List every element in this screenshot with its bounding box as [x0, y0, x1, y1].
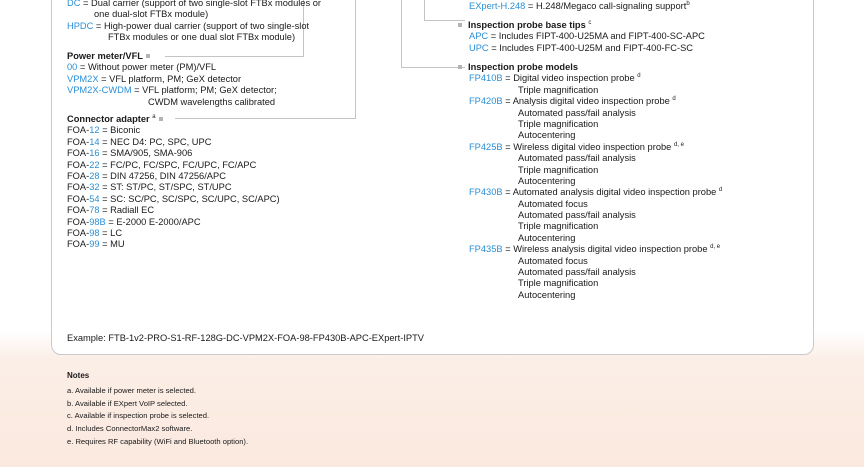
option-description: High-power dual carrier (support of two single-slot	[103, 20, 310, 31]
option-code: 14	[89, 136, 100, 147]
option-description: = NEC D4: PC, SPC, UPC	[99, 136, 212, 147]
footnote-ref: d, e	[673, 141, 684, 148]
adapter-prefix: FOA-	[67, 227, 90, 238]
option-description: Automated pass/fail analysis	[518, 107, 636, 118]
option-description: VFL platform, PM; GeX detector	[109, 73, 242, 84]
option-code: FP435B	[469, 244, 503, 255]
probe-feature-row	[469, 108, 722, 119]
probe-row	[469, 142, 722, 153]
adapter-row	[67, 125, 280, 136]
option-code: VPM2X	[67, 73, 99, 84]
option-description: = SC: SC/PC, SC/SPC, SC/UPC, SC/APC)	[99, 193, 280, 204]
option-description: = E-2000 E-2000/APC	[105, 216, 201, 227]
expert-h248-option: EXpert-H.248 = H.248/Megaco call-signaling support$^b$	[469, 0, 690, 11]
footnote-ref: a	[152, 113, 156, 120]
option-description: = FC/PC, FC/SPC, FC/UPC, FC/APC	[99, 159, 257, 170]
option-description: Autocentering	[518, 289, 576, 300]
probe-feature-row	[469, 210, 722, 221]
footnote-ref: d	[672, 96, 676, 103]
adapter-row	[67, 182, 280, 193]
option-code: 12	[89, 125, 100, 136]
option-code: APC	[469, 31, 489, 42]
option-description: Automated pass/fail analysis	[518, 267, 636, 278]
equals: =	[502, 141, 514, 152]
probe-feature-row	[469, 256, 722, 267]
connector-adapter-section	[67, 114, 280, 251]
connector-line	[401, 67, 465, 68]
option-description: CWDM wavelengths calibrated	[148, 96, 276, 107]
probe-feature-row	[469, 233, 722, 244]
option-description: = ST: ST/PC, ST/SPC, ST/UPC	[99, 182, 232, 193]
probe-feature-row	[469, 153, 722, 164]
option-description: = Biconic	[99, 125, 141, 136]
option-code: 98B	[89, 216, 106, 227]
footnote-ref: d, e	[710, 244, 721, 251]
option-description: Includes FIPT-400-U25M and FIPT-400-FC-SC	[499, 42, 694, 53]
adapter-row	[67, 148, 280, 159]
adapter-prefix: FOA-	[67, 159, 90, 170]
connector-line	[355, 0, 356, 118]
option-description: = MU	[99, 239, 125, 250]
option-code: 22	[89, 159, 100, 170]
footnote-ref: c	[588, 19, 592, 26]
option-description: Autocentering	[518, 232, 576, 243]
option-description: Triple magnification	[518, 221, 599, 232]
option-code: 98	[89, 227, 100, 238]
option-code: 28	[89, 170, 100, 181]
adapter-prefix: FOA-	[67, 182, 90, 193]
option-description: Automated pass/fail analysis	[518, 210, 636, 221]
probe-feature-row	[469, 85, 722, 96]
equals: =	[502, 96, 513, 107]
probe-feature-row	[469, 165, 722, 176]
example-code: Example: FTB-1v2-PRO-S1-RF-128G-DC-VPM2X-FOA-98-FP430B-APC-EXpert-IPTV	[67, 333, 424, 343]
option-description: = LC	[99, 227, 123, 238]
probe-tips-section: Inspection probe base tips $^c$ APC = Includes FIPT-400-U25MA and FIPT-400-SC-APC UPC = Includes FIPT-400-U25M and FIPT-400-FC-SC	[458, 20, 705, 54]
connector-marker	[146, 54, 150, 58]
option-code: FP430B	[469, 187, 503, 198]
notes-title: Notes	[67, 371, 90, 380]
equals: =	[502, 73, 514, 84]
adapter-prefix: FOA-	[67, 148, 90, 159]
power-meter-section: Power meter/VFL 00 = Without power meter (PM)/VFL VPM2X = VFL platform, PM; GeX detector VPM2X-CWDM = VFL platform; PM; GeX detector; CWDM wavelengths calibrated	[67, 51, 277, 107]
carrier-options: DC = Dual carrier (support of two single-slot FTBx modules or one dual-slot FTBx module) HPDC = High-power dual carrier (support of two single-slot FTBx modules or one dual slot FTBx module)	[67, 0, 321, 43]
section-heading: Inspection probe base tips	[468, 20, 586, 30]
option-code: UPC	[469, 42, 489, 53]
option-description: Automated analysis digital video inspection probe	[512, 187, 717, 198]
adapter-list	[67, 125, 280, 250]
option-code: FP410B	[469, 73, 503, 84]
equals: =	[502, 244, 514, 255]
connector-marker	[458, 23, 462, 27]
note-item: b. Available if EXpert VoIP selected.	[67, 398, 188, 408]
option-code: DC	[67, 0, 81, 8]
adapter-row	[67, 217, 280, 228]
option-code: 32	[89, 182, 100, 193]
probe-row	[469, 73, 722, 84]
option-description: Triple magnification	[518, 278, 599, 289]
notes-list	[67, 385, 248, 449]
option-description: Dual carrier (support of two single-slot FTBx modules or	[91, 0, 321, 8]
option-code: FP425B	[469, 141, 503, 152]
section-heading: Inspection probe models	[468, 62, 579, 72]
option-description: VFL platform; PM; GeX detector;	[142, 85, 277, 96]
adapter-prefix: FOA-	[67, 205, 90, 216]
note-item: c. Available if inspection probe is selected.	[67, 411, 210, 421]
probe-feature-row	[469, 176, 722, 187]
option-code: VPM2X-CWDM	[67, 85, 132, 96]
option-code: 54	[89, 193, 100, 204]
option-description: Automated focus	[518, 255, 588, 266]
option-code: 16	[89, 148, 100, 159]
probe-feature-row	[469, 119, 722, 130]
option-description: Automated pass/fail analysis	[518, 153, 636, 164]
probe-row	[469, 187, 722, 198]
option-description: Wireless digital video inspection probe	[513, 141, 672, 152]
adapter-row	[67, 194, 280, 205]
option-code: 99	[89, 239, 100, 250]
notes-section	[67, 370, 248, 449]
adapter-prefix: FOA-	[67, 216, 90, 227]
option-description: Triple magnification	[518, 84, 599, 95]
option-description: Analysis digital video inspection probe	[512, 96, 670, 107]
probe-feature-row	[469, 267, 722, 278]
adapter-prefix: FOA-	[67, 239, 90, 250]
adapter-prefix: FOA-	[67, 136, 90, 147]
option-code: FP420B	[469, 96, 503, 107]
option-description: H.248/Megaco call-signaling support	[535, 1, 687, 11]
adapter-row	[67, 205, 280, 216]
option-description: Includes FIPT-400-U25MA and FIPT-400-SC-APC	[498, 31, 705, 42]
probe-row	[469, 96, 722, 107]
option-description: = SMA/905, SMA-906	[99, 148, 193, 159]
option-code: 78	[89, 205, 100, 216]
footnote-ref: d	[718, 187, 723, 194]
adapter-row	[67, 171, 280, 182]
connector-marker	[159, 117, 163, 121]
probe-feature-row	[469, 221, 722, 232]
option-code: 00	[67, 62, 78, 73]
connector-line	[401, 0, 402, 68]
connector-marker	[458, 65, 462, 69]
option-description: Autocentering	[518, 175, 576, 186]
option-code: EXpert-H.248	[469, 1, 526, 11]
adapter-prefix: FOA-	[67, 125, 90, 136]
adapter-row	[67, 239, 280, 250]
connector-line	[424, 0, 425, 20]
probe-feature-row	[469, 130, 722, 141]
footnote-ref: b	[686, 0, 690, 7]
probe-feature-row	[469, 199, 722, 210]
footnote-ref: d	[637, 73, 641, 80]
adapter-row	[67, 228, 280, 239]
note-item: d. Includes ConnectorMax2 software.	[67, 424, 193, 434]
probe-models-section	[458, 62, 722, 301]
section-heading: Connector adapter	[67, 114, 150, 124]
note-item: a. Available if power meter is selected.	[67, 385, 197, 395]
probe-row	[469, 244, 722, 255]
adapter-row	[67, 137, 280, 148]
section-heading: Power meter/VFL	[67, 51, 143, 61]
option-description: Without power meter (PM)/VFL	[87, 62, 217, 73]
option-description: Triple magnification	[518, 164, 599, 175]
option-description: Digital video inspection probe	[513, 73, 635, 84]
option-description: Automated focus	[518, 198, 588, 209]
adapter-row	[67, 160, 280, 171]
equals: =	[502, 187, 513, 198]
option-description: = Radiall EC	[99, 205, 155, 216]
option-description: Autocentering	[518, 130, 576, 141]
probe-feature-row	[469, 278, 722, 289]
option-description: FTBx modules or one dual slot FTBx module)	[108, 32, 296, 43]
adapter-prefix: FOA-	[67, 193, 90, 204]
note-item: e. Requires RF capability (WiFi and Bluetooth option).	[67, 436, 249, 446]
option-description: Wireless analysis digital video inspection probe	[513, 244, 708, 255]
option-description: one dual-slot FTBx module)	[94, 9, 209, 20]
probe-feature-row	[469, 290, 722, 301]
option-description: Triple magnification	[518, 118, 599, 129]
probe-list	[458, 73, 722, 301]
option-description: = DIN 47256, DIN 47256/APC	[99, 170, 226, 181]
adapter-prefix: FOA-	[67, 170, 90, 181]
option-code: HPDC	[67, 20, 94, 31]
